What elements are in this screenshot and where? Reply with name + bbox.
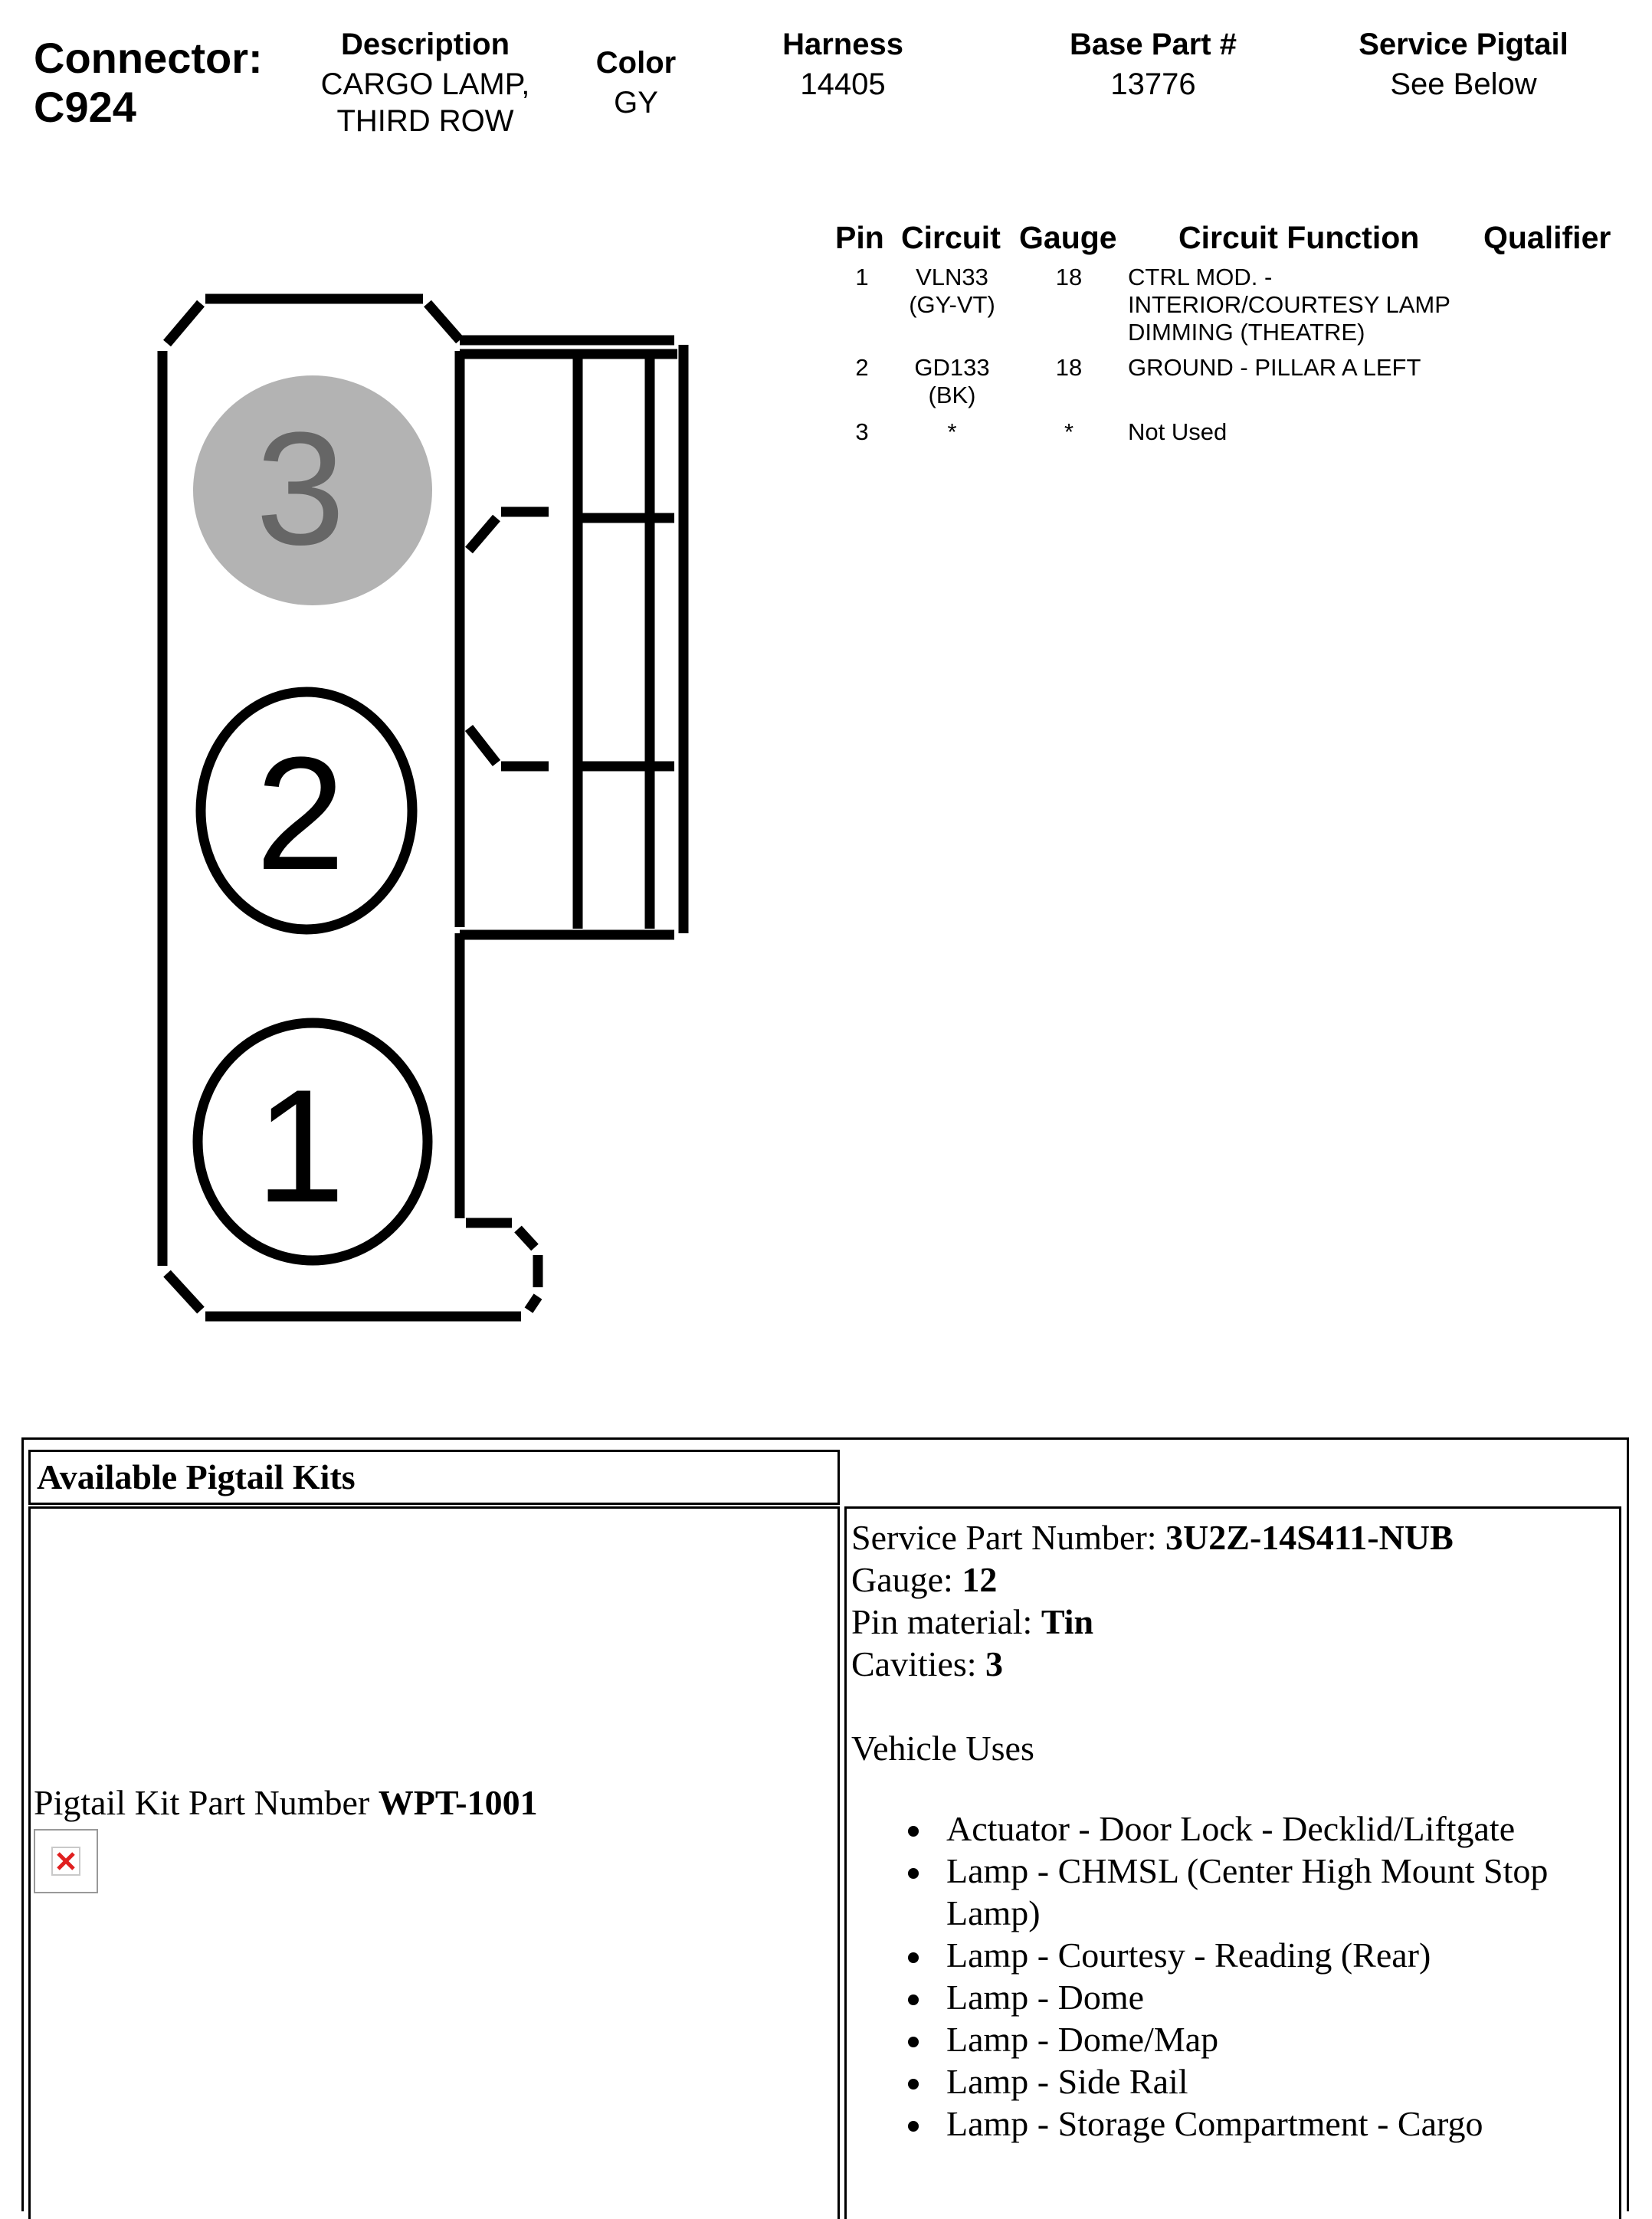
- list-item: [946, 2018, 1605, 2060]
- pigtail-kit-part: [34, 1781, 538, 1824]
- pigtail-kit-number: WPT-1001: [378, 1783, 538, 1822]
- use-label: Lamp - Storage Compartment - Cargo: [946, 2104, 1483, 2143]
- function-line: DIMMING (THEATRE): [1128, 319, 1365, 346]
- use-label: Lamp - Courtesy - Reading (Rear): [946, 1935, 1431, 1975]
- cavities-value: 3: [985, 1644, 1004, 1683]
- cavity-1-label: 1: [255, 1056, 346, 1236]
- circuit-color: (BK): [928, 382, 976, 408]
- bullet-icon: [908, 2079, 919, 2090]
- list-item: [946, 1976, 1605, 2018]
- pigtail-kit-label: Pigtail Kit Part Number: [34, 1783, 379, 1822]
- function-line: INTERIOR/COURTESY LAMP: [1128, 291, 1450, 318]
- function-cell: GROUND - PILLAR A LEFT: [1128, 354, 1421, 381]
- qualifier-header: Qualifier: [1483, 220, 1611, 255]
- list-item: [946, 2060, 1605, 2103]
- use-label: Lamp - Dome: [946, 1978, 1145, 2017]
- base-part-value: 13776: [1110, 67, 1196, 101]
- gauge-info: [851, 1559, 1454, 1601]
- pin-material-value: Tin: [1041, 1602, 1094, 1641]
- pin-number: 3: [855, 418, 869, 445]
- cavity-2-label: 2: [255, 723, 346, 903]
- bullet-icon: [908, 1994, 919, 2005]
- bullet-icon: [908, 2037, 919, 2047]
- broken-image-glyph: [35, 1831, 97, 1892]
- list-item: [946, 1808, 1605, 1850]
- connector-latch: [460, 340, 683, 935]
- description-line2: THIRD ROW: [336, 104, 514, 138]
- use-label: Lamp): [946, 1893, 1041, 1932]
- cavity-3-label: 3: [255, 398, 346, 579]
- gauge-cell: 18: [1055, 264, 1083, 290]
- list-item-continuation: [946, 1892, 1605, 1934]
- pigtail-kit-cell: [28, 1506, 840, 2219]
- vehicle-uses-heading: Vehicle Uses: [851, 1729, 1034, 1768]
- list-item: [946, 1934, 1605, 1976]
- harness-label: Harness: [782, 28, 903, 61]
- circuit-cell: [881, 264, 1023, 319]
- connector-label: Connector:: [34, 34, 263, 82]
- cavity-3: [193, 375, 432, 605]
- color-value: GY: [614, 86, 658, 120]
- cavities-label: Cavities:: [851, 1644, 986, 1683]
- pigtail-kits-title: Available Pigtail Kits: [37, 1457, 356, 1496]
- gauge-cell: 18: [1055, 354, 1083, 381]
- cavities-info: [851, 1643, 1454, 1685]
- service-pigtail-label: Service Pigtail: [1359, 28, 1568, 61]
- function-header: Circuit Function: [1178, 220, 1420, 255]
- gauge-label: Gauge:: [851, 1560, 962, 1599]
- connector-id: C924: [34, 83, 136, 131]
- list-item: [946, 2103, 1605, 2145]
- circuit-code: VLN33: [916, 264, 988, 290]
- use-label: Actuator - Door Lock - Decklid/Liftgate: [946, 1809, 1516, 1848]
- header-service-pigtail: [1318, 23, 1609, 103]
- pin-number: 2: [855, 354, 869, 381]
- circuit-cell: *: [947, 418, 957, 445]
- vehicle-uses-list: [946, 1808, 1605, 2145]
- description-label: Description: [340, 28, 510, 61]
- use-label: Lamp - Dome/Map: [946, 2020, 1219, 2059]
- function-cell: Not Used: [1128, 418, 1228, 445]
- function-cell: [1128, 264, 1511, 346]
- cavity-1: [198, 1023, 428, 1260]
- harness-value: 14405: [800, 67, 886, 101]
- cavity-2: [201, 692, 412, 929]
- list-item: [946, 1850, 1605, 1892]
- circuit-code: GD133: [914, 354, 990, 381]
- header-harness: [736, 23, 950, 103]
- service-part-number: [851, 1516, 1454, 1559]
- bullet-icon: [908, 1868, 919, 1879]
- gauge-header: Gauge: [1019, 220, 1117, 255]
- connector-diagram: [0, 0, 766, 1364]
- service-pigtail-value: See Below: [1390, 67, 1537, 101]
- gauge-value: 12: [962, 1560, 998, 1599]
- gauge-cell: *: [1064, 418, 1074, 445]
- bullet-icon: [908, 2121, 919, 2132]
- description-line1: CARGO LAMP,: [320, 67, 530, 101]
- pigtail-kits-title-cell: [28, 1450, 840, 1505]
- pin-material-info: [851, 1601, 1454, 1643]
- broken-image-icon: [34, 1829, 98, 1893]
- service-part-cell: [844, 1506, 1621, 2219]
- pin-header: Pin: [835, 220, 884, 255]
- header-base-part: [1027, 23, 1280, 103]
- service-part-value: 3U2Z-14S411-NUB: [1165, 1518, 1454, 1557]
- bullet-icon: [908, 1826, 919, 1837]
- circuit-cell: [881, 354, 1023, 409]
- base-part-label: Base Part #: [1070, 28, 1237, 61]
- function-line: CTRL MOD. -: [1128, 264, 1273, 290]
- circuit-header: Circuit: [901, 220, 1001, 255]
- service-part-label: Service Part Number:: [851, 1518, 1166, 1557]
- pin-material-label: Pin material:: [851, 1602, 1041, 1641]
- use-label: Lamp - CHMSL (Center High Mount Stop: [946, 1851, 1549, 1890]
- color-label: Color: [595, 46, 677, 80]
- service-part-details: [851, 1516, 1454, 1769]
- pin-number: 1: [855, 264, 869, 290]
- use-label: Lamp - Side Rail: [946, 2062, 1188, 2101]
- bullet-icon: [908, 1952, 919, 1963]
- circuit-color: (GY-VT): [909, 291, 995, 318]
